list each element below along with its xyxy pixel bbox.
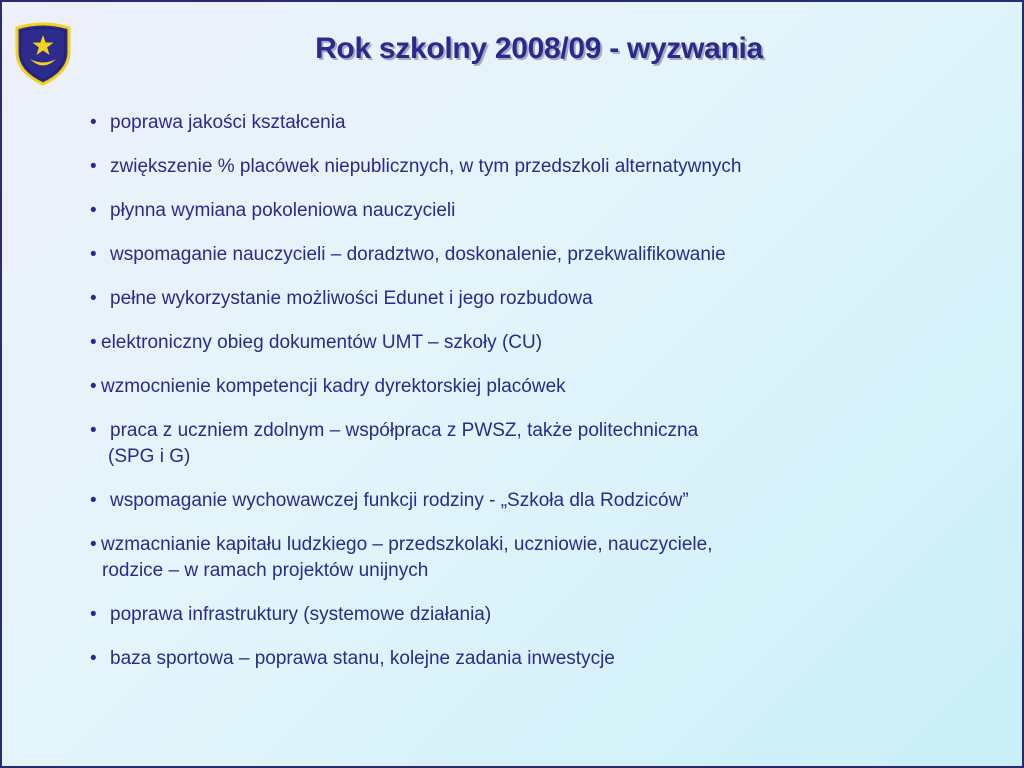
list-item: • praca z uczniem zdolnym – współpraca z PWSZ, także politechniczna (SPG i G)	[90, 420, 699, 467]
list-item: • wspomaganie wychowawczej funkcji rodziny - „Szkoła dla Rodziców”	[90, 490, 689, 511]
list-item: • poprawa infrastruktury (systemowe działania)	[90, 604, 492, 625]
list-item: • wzmocnienie kompetencji kadry dyrektorskiej placówek	[90, 376, 566, 397]
list-item: • wzmacnianie kapitału ludzkiego – przedszkolaki, uczniowie, nauczyciele, rodzice – w ramach projektów unijnych	[90, 534, 713, 581]
list-item: • płynna wymiana pokoleniowa nauczycieli	[90, 200, 456, 221]
list-item: • baza sportowa – poprawa stanu, kolejne zadania inwestycje	[90, 648, 615, 669]
list-item: • poprawa jakości kształcenia	[90, 112, 346, 133]
list-item: • pełne wykorzystanie możliwości Edunet i jego rozbudowa	[90, 288, 593, 309]
bullet-list	[90, 110, 990, 690]
list-item: • wspomaganie nauczycieli – doradztwo, doskonalenie, przekwalifikowanie	[90, 244, 726, 265]
list-item: • zwiększenie % placówek niepublicznych, w tym przedszkoli alternatywnych	[90, 156, 742, 177]
slide-title: Rok szkolny 2008/09 - wyzwania	[315, 32, 763, 65]
list-item: • elektroniczny obieg dokumentów UMT – szkoły (CU)	[90, 332, 543, 353]
